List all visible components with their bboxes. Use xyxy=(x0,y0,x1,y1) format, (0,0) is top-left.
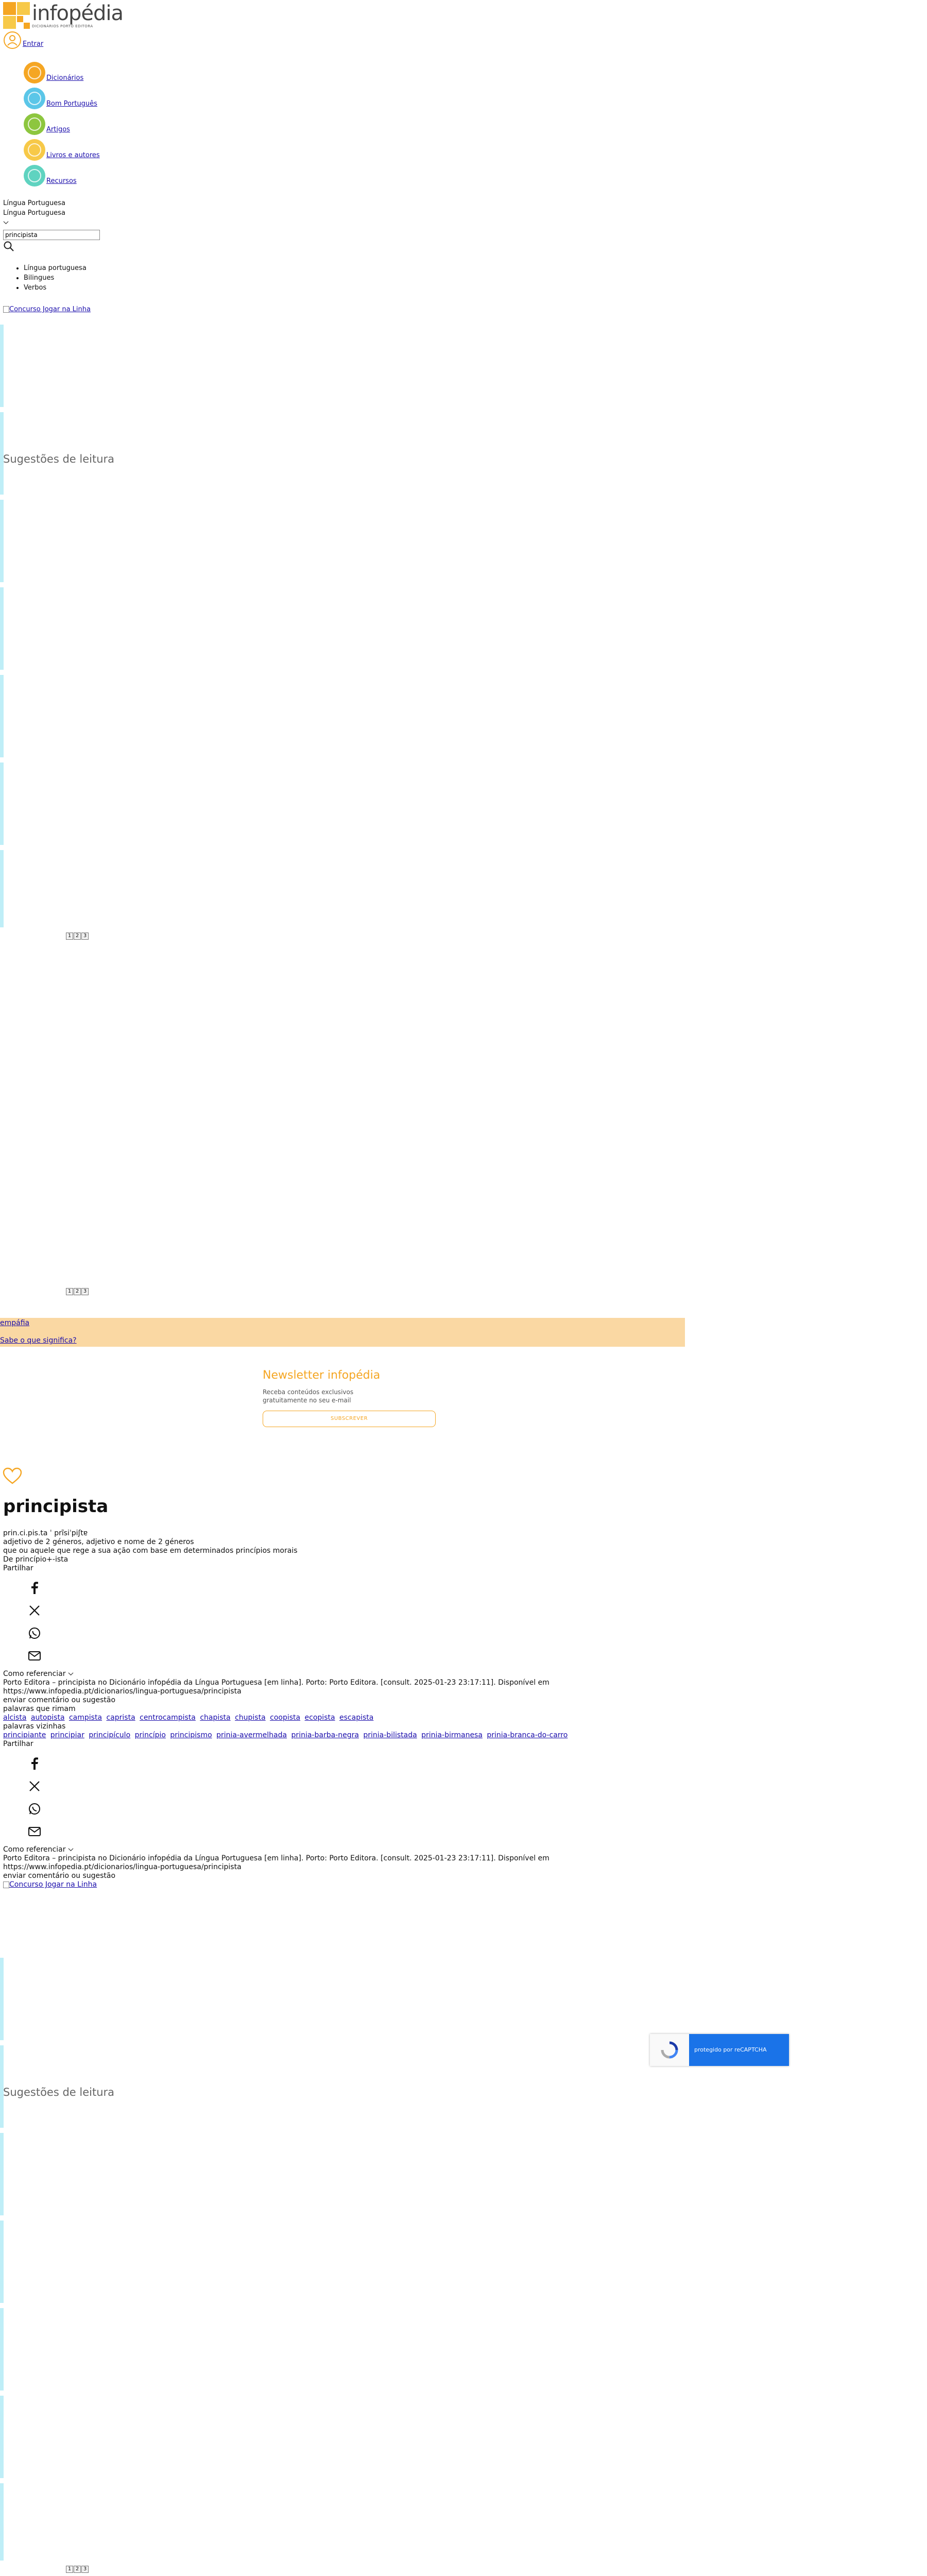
pager-button[interactable]: 2 xyxy=(74,1288,81,1295)
suggestion-slide[interactable] xyxy=(0,2221,4,2303)
rhyme-link[interactable]: escapista xyxy=(339,1714,374,1722)
facebook-icon[interactable] xyxy=(27,1756,42,1771)
neighbor-link[interactable]: principículo xyxy=(89,1731,131,1739)
suggestions-title: Sugestões de leitura xyxy=(3,2086,115,2098)
neighbors-list xyxy=(3,1731,570,1740)
email-icon[interactable] xyxy=(27,1648,42,1664)
entry-body xyxy=(3,1529,570,1889)
main-nav xyxy=(0,58,100,187)
rhyme-link[interactable]: coopista xyxy=(270,1714,301,1722)
rhyme-link[interactable]: alcista xyxy=(3,1714,27,1722)
subnav-item[interactable]: • Bilingues xyxy=(24,274,87,283)
share-label: Partilhar xyxy=(3,1564,33,1572)
search-input[interactable] xyxy=(3,230,100,240)
promo-alt-text: Concurso Jogar na Linha xyxy=(9,1880,97,1889)
newsletter-box xyxy=(263,1367,438,1427)
carousel-pager xyxy=(66,1288,89,1295)
promo-banner-link[interactable] xyxy=(3,305,91,315)
search-icon[interactable] xyxy=(3,241,14,252)
suggestion-slide[interactable] xyxy=(0,587,4,670)
pager-button[interactable]: 3 xyxy=(81,933,89,940)
carousel-pager xyxy=(66,933,89,940)
nav-item-artigos[interactable] xyxy=(24,109,100,135)
broken-image-icon xyxy=(3,1882,9,1888)
rhymes-label: palavras que rimam xyxy=(3,1705,76,1713)
neighbor-link[interactable]: prinia-bilistada xyxy=(363,1731,417,1739)
article-icon xyxy=(24,113,45,135)
login-link[interactable]: Entrar xyxy=(23,40,44,48)
rhymes-list xyxy=(3,1714,570,1722)
speech-icon xyxy=(24,88,45,109)
language-current: Língua Portuguesa xyxy=(3,199,65,207)
nav-link[interactable]: Recursos xyxy=(46,177,77,185)
suggestion-slide[interactable] xyxy=(0,2396,4,2478)
chevron-down-icon[interactable] xyxy=(3,220,9,226)
suggestions-carousel xyxy=(0,319,4,927)
pager-button[interactable]: 1 xyxy=(66,2566,73,2573)
etymology: De princípio+-ista xyxy=(3,1555,68,1564)
rhyme-link[interactable]: campista xyxy=(68,1714,102,1722)
cite-toggle[interactable] xyxy=(3,1845,570,1854)
promo-alt-text: Concurso Jogar na Linha xyxy=(9,306,91,313)
logo-mark xyxy=(3,2,30,29)
citation-url: https://www.infopedia.pt/dicionarios/lingua-portuguesa/principista xyxy=(3,1863,242,1871)
newsletter-text: Receba conteúdos exclusivos gratuitamente no seu e-mail xyxy=(263,1388,354,1404)
subscribe-button[interactable]: SUBSCREVER xyxy=(263,1411,436,1427)
nav-link[interactable]: Dicionários xyxy=(46,74,84,82)
x-twitter-icon[interactable] xyxy=(27,1778,42,1794)
share-label: Partilhar xyxy=(3,1740,33,1748)
books-icon xyxy=(24,139,45,161)
neighbors-label: palavras vizinhas xyxy=(3,1722,66,1731)
suggestion-slide[interactable] xyxy=(0,1958,4,2040)
definition: que ou aquele que rege a sua ação com base em determinados princípios morais xyxy=(3,1547,298,1555)
suggestions-carousel xyxy=(0,1953,4,2561)
whatsapp-icon[interactable] xyxy=(27,1801,42,1817)
rhyme-link[interactable]: chupista xyxy=(235,1714,266,1722)
suggestion-slide[interactable] xyxy=(0,2308,4,2391)
pager-button[interactable]: 2 xyxy=(74,2566,81,2573)
neighbor-link[interactable]: principismo xyxy=(170,1731,212,1739)
nav-link[interactable]: Bom Português xyxy=(46,100,97,108)
nav-link[interactable]: Livros e autores xyxy=(46,151,100,160)
cite-label: Como referenciar xyxy=(3,1670,66,1678)
comment-link[interactable]: enviar comentário ou sugestão xyxy=(3,1696,116,1704)
suggestion-slide[interactable] xyxy=(0,762,4,845)
citation-text: Porto Editora – principista no Dicionário infopédia da Língua Portuguesa [em linha]. Porto: Porto Editora. [consult. 2025-01-23 23:17:11]. Disponível em xyxy=(3,1679,550,1687)
cite-toggle[interactable] xyxy=(3,1670,570,1679)
rhyme-link[interactable]: centrocampista xyxy=(140,1714,196,1722)
citation-text: Porto Editora – principista no Dicionário infopédia da Língua Portuguesa [em linha]. Porto: Porto Editora. [consult. 2025-01-23 23:17:11]. Disponível em xyxy=(3,1854,550,1862)
subnav-item[interactable]: • Língua portuguesa xyxy=(24,264,87,274)
brand-name: infopédia xyxy=(32,1,124,25)
suggestion-slide[interactable] xyxy=(0,2133,4,2215)
rhyme-link[interactable]: caprista xyxy=(106,1714,135,1722)
site-logo[interactable] xyxy=(3,2,123,29)
nav-item-recursos[interactable] xyxy=(24,161,100,187)
citation-url: https://www.infopedia.pt/dicionarios/lingua-portuguesa/principista xyxy=(3,1687,242,1696)
suggestion-slide[interactable] xyxy=(0,500,4,582)
suggestion-slide[interactable] xyxy=(0,2483,4,2561)
chevron-down-icon xyxy=(68,1671,74,1677)
grammar-category: adjetivo de 2 géneros, adjetivo e nome de 2 géneros xyxy=(3,1538,194,1546)
carousel-pager xyxy=(66,2566,89,2573)
neighbor-link[interactable]: prinia-barba-negra xyxy=(291,1731,359,1739)
pager-button[interactable]: 1 xyxy=(66,933,73,940)
pager-button[interactable]: 1 xyxy=(66,1288,73,1295)
nav-item-livros-autores[interactable] xyxy=(24,135,100,161)
word-of-day xyxy=(0,1318,685,1347)
resources-icon xyxy=(24,165,45,187)
language-label: Língua Portuguesa xyxy=(3,209,65,217)
word-of-day-link[interactable]: Sabe o que significa? xyxy=(0,1336,77,1345)
entry-headword: principista xyxy=(3,1496,109,1517)
x-twitter-icon[interactable] xyxy=(27,1603,42,1618)
subnav-item[interactable]: • Verbos xyxy=(24,283,87,293)
nav-item-dicionarios[interactable] xyxy=(24,58,100,83)
suggestion-slide[interactable] xyxy=(0,850,4,927)
rhyme-link[interactable]: chapista xyxy=(200,1714,231,1722)
share-list xyxy=(3,1573,570,1664)
whatsapp-icon[interactable] xyxy=(27,1625,42,1641)
recaptcha-badge[interactable] xyxy=(650,2034,789,2066)
recaptcha-text: protegido por reCAPTCHA xyxy=(689,2034,789,2066)
user-icon[interactable] xyxy=(3,31,22,49)
facebook-icon[interactable] xyxy=(27,1580,42,1596)
language-selector[interactable] xyxy=(3,199,65,228)
suggestions-title: Sugestões de leitura xyxy=(3,453,115,465)
pronunciation: prin.ci.pis.ta ˈ prĩsiˈpiʃtɐ xyxy=(3,1529,88,1537)
recaptcha-icon xyxy=(661,2041,678,2059)
neighbor-link[interactable]: principiar xyxy=(50,1731,84,1739)
word-of-day-word[interactable]: empáfia xyxy=(0,1319,30,1327)
book-icon xyxy=(24,62,45,83)
neighbor-link[interactable]: prinia-branca-do-carro xyxy=(487,1731,568,1739)
suggestion-slide[interactable] xyxy=(0,675,4,757)
neighbor-link[interactable]: prinia-avermelhada xyxy=(216,1731,287,1739)
pager-button[interactable]: 3 xyxy=(81,2566,89,2573)
brand-tagline: DICIONÁRIOS PORTO EDITORA xyxy=(32,24,93,28)
broken-image-icon xyxy=(3,306,9,313)
pager-button[interactable]: 2 xyxy=(74,933,81,940)
neighbor-link[interactable]: principiante xyxy=(3,1731,46,1739)
pager-button[interactable]: 3 xyxy=(81,1288,89,1295)
neighbor-link[interactable]: princípio xyxy=(134,1731,166,1739)
chevron-down-icon xyxy=(68,1847,74,1853)
email-icon[interactable] xyxy=(27,1824,42,1839)
neighbor-link[interactable]: prinia-birmanesa xyxy=(421,1731,483,1739)
comment-link[interactable]: enviar comentário ou sugestão xyxy=(3,1872,116,1880)
search-box xyxy=(3,230,100,256)
suggestion-slide[interactable] xyxy=(0,325,4,407)
favorite-heart-icon[interactable] xyxy=(2,1467,23,1485)
nav-item-bom-portugues[interactable] xyxy=(24,83,100,109)
cite-label: Como referenciar xyxy=(3,1845,66,1854)
share-list xyxy=(3,1749,570,1839)
dictionary-subnav xyxy=(0,264,87,293)
promo-banner-link[interactable] xyxy=(3,1880,570,1889)
rhyme-link[interactable]: autopista xyxy=(30,1714,65,1722)
newsletter-title: Newsletter infopédia xyxy=(263,1369,381,1382)
rhyme-link[interactable]: ecopista xyxy=(304,1714,335,1722)
nav-link[interactable]: Artigos xyxy=(46,126,70,134)
